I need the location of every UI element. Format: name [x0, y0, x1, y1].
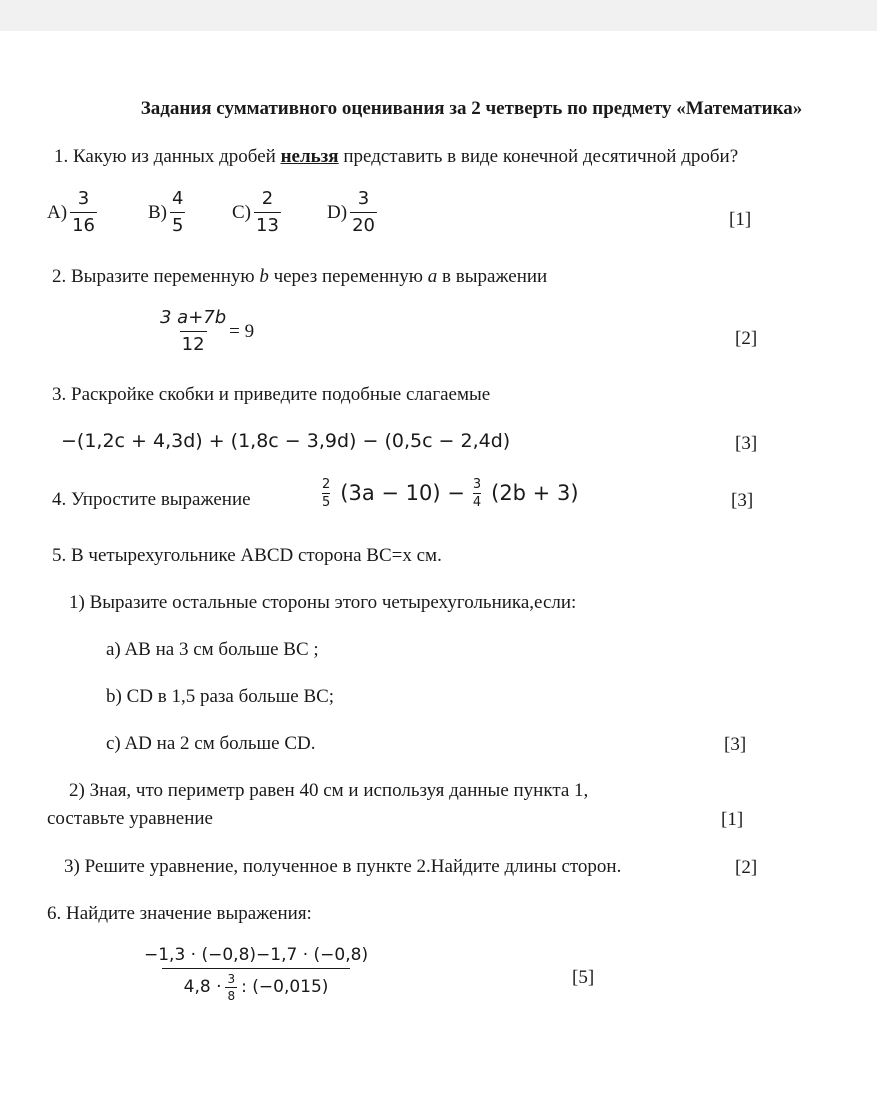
denominator: 8 [227, 989, 236, 1003]
denominator: 4 [472, 495, 482, 510]
numerator: −1,3 · (−0,8)−1,7 · (−0,8) [144, 945, 369, 965]
denominator: 13 [254, 212, 281, 235]
denominator: 20 [350, 212, 377, 235]
question-3: 3. Раскройке скобки и приведите подобные слагаемые [52, 384, 491, 405]
option-label: A) [47, 201, 68, 223]
option-b [148, 190, 185, 235]
q6-expression [142, 947, 370, 1002]
option-c [232, 190, 281, 235]
denominator: 16 [70, 212, 97, 235]
denominator: 5 [170, 212, 185, 235]
option-d [327, 190, 377, 235]
question-1 [54, 147, 738, 166]
page-title: Задания суммативного оценивания за 2 четверть по предмету «Математика» [140, 98, 803, 119]
q4-expression [322, 478, 579, 509]
q6-points: [5] [572, 967, 595, 988]
q2-equation [158, 309, 254, 354]
q2-text: через переменную [268, 266, 428, 287]
q3-expression: −(1,2c + 4,3d) + (1,8c − 3,9d) − (0,5c − 2,4d) [61, 430, 511, 452]
fraction [70, 190, 97, 235]
q3-points: [3] [735, 433, 758, 454]
q5-item-a: a) AB на 3 см больше BC ; [106, 639, 319, 660]
option-label: C) [232, 201, 251, 223]
q4-part2: (2b + 3) [491, 481, 579, 505]
numerator: 3 [472, 477, 482, 492]
fraction [158, 309, 228, 354]
numerator: 4 [172, 188, 184, 209]
denominator: 12 [180, 331, 207, 354]
q5-points-1: [3] [724, 734, 747, 755]
q5-points-3: [2] [735, 857, 758, 878]
fraction [254, 190, 281, 235]
fraction [350, 190, 377, 235]
q2-text: 2. Выразите переменную [52, 266, 260, 287]
denominator: 5 [322, 495, 331, 510]
option-a [47, 190, 97, 235]
q5-sub2-line2: составьте уравнение [47, 808, 213, 829]
q2-text: в выражении [437, 266, 548, 287]
question-4: 4. Упростите выражение [52, 489, 251, 510]
q1-points: [1] [729, 209, 752, 230]
numerator: 3 [77, 188, 90, 209]
option-label: B) [148, 201, 167, 223]
numerator: 3 [227, 972, 236, 986]
q1-prefix: 1. Какую из данных дробей [54, 146, 281, 167]
q4-points: [3] [731, 490, 754, 511]
q6-den-a: 4,8 · [183, 977, 222, 997]
fraction [473, 478, 481, 509]
q4-part1: (3a − 10) − [340, 481, 465, 505]
q2-rhs: = 9 [229, 321, 255, 342]
numerator: 2 [322, 477, 331, 492]
q1-emphasis: нельзя [280, 146, 339, 167]
option-label: D) [327, 201, 348, 223]
q5-item-c: c) AD на 2 см больше CD. [106, 733, 316, 754]
fraction [142, 947, 370, 1002]
question-6: 6. Найдите значение выражения: [47, 903, 312, 924]
q5-sub2-line1: 2) Зная, что периметр равен 40 см и используя данные пункта 1, [69, 780, 589, 801]
fraction [322, 478, 330, 509]
numerator: 3 [357, 188, 370, 209]
q5-sub3: 3) Решите уравнение, полученное в пункте 2.Найдите длины сторон. [64, 856, 622, 877]
question-2 [52, 267, 547, 286]
numerator: 2 [261, 188, 274, 209]
q2-points: [2] [735, 328, 758, 349]
question-5: 5. В четырехугольнике ABCD сторона BC=x см. [52, 545, 442, 566]
q5-sub1: 1) Выразите остальные стороны этого четырехугольника,если: [69, 592, 577, 613]
numerator: 3 a+7b [160, 307, 227, 328]
q6-den-b: : (−0,015) [241, 977, 329, 997]
fraction [170, 190, 185, 235]
top-bar [0, 0, 877, 31]
q1-suffix: представить в виде конечной десятичной дроби? [338, 146, 739, 167]
fraction [225, 973, 237, 1002]
q5-item-b: b) CD в 1,5 раза больше BC; [106, 686, 335, 707]
q2-var-b: b [259, 266, 269, 287]
q5-points-2: [1] [721, 809, 744, 830]
denominator [162, 968, 351, 1002]
q2-var-a: a [427, 266, 438, 287]
